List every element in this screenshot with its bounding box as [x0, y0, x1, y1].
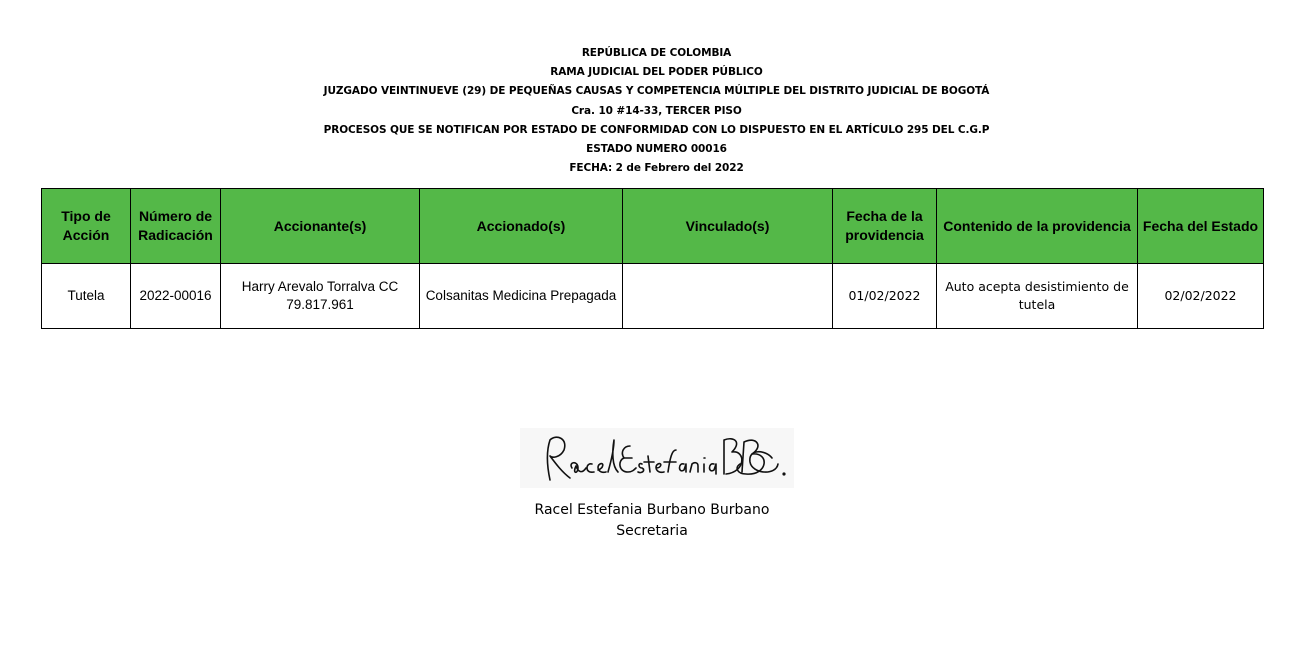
header-branch: RAMA JUDICIAL DEL PODER PÚBLICO — [550, 66, 763, 79]
header-country: REPÚBLICA DE COLOMBIA — [581, 47, 732, 59]
signer-name: Racel Estefania Burbano Burbano — [534, 502, 770, 518]
signer-block — [452, 500, 852, 542]
cell-accionado: Colsanitas Medicina Prepagada — [420, 264, 623, 329]
header-estado-number: ESTADO NUMERO 00016 — [586, 143, 727, 156]
signer-role: Secretaria — [616, 523, 688, 539]
cell-contenido: Auto acepta desistimiento de tutela — [937, 264, 1138, 329]
header-address: Cra. 10 #14-33, TERCER PISO — [571, 104, 742, 117]
column-header-contenido: Contenido de la providencia — [937, 189, 1138, 264]
cell-numero: 2022-00016 — [131, 264, 221, 329]
column-header-fecha-estado: Fecha del Estado — [1138, 189, 1264, 264]
column-header-accionante: Accionante(s) — [221, 189, 420, 264]
cell-tipo: Tutela — [42, 264, 131, 329]
column-header-vinculado: Vinculado(s) — [623, 189, 833, 264]
column-header-fecha-providencia: Fecha de la providencia — [833, 189, 937, 264]
cell-fecha-providencia: 01/02/2022 — [833, 264, 937, 329]
table-header-row — [42, 189, 1264, 264]
header-date: FECHA: 2 de Febrero del 2022 — [569, 162, 744, 175]
header-court: JUZGADO VEINTINUEVE (29) DE PEQUEÑAS CAUSAS Y COMPETENCIA MÚLTIPLE DEL DISTRITO JUDICIAL DE BOGOTÁ — [323, 85, 990, 98]
header-legal-basis: PROCESOS QUE SE NOTIFICAN POR ESTADO DE CONFORMIDAD CON LO DISPUESTO EN EL ARTÍCULO 295 DEL C.G.P — [323, 123, 990, 136]
handwritten-signature — [520, 428, 794, 488]
estado-table — [41, 188, 1264, 329]
cell-fecha-estado: 02/02/2022 — [1138, 264, 1264, 329]
cell-accionante: Harry Arevalo Torralva CC 79.817.961 — [221, 264, 420, 329]
column-header-numero: Número de Radicación — [131, 189, 221, 264]
signature-dot — [782, 472, 785, 475]
column-header-accionado: Accionado(s) — [420, 189, 623, 264]
column-header-tipo: Tipo de Acción — [42, 189, 131, 264]
signature-image — [520, 428, 794, 488]
cell-vinculado — [623, 264, 833, 329]
table-row — [42, 264, 1264, 329]
document-header — [0, 44, 1313, 178]
